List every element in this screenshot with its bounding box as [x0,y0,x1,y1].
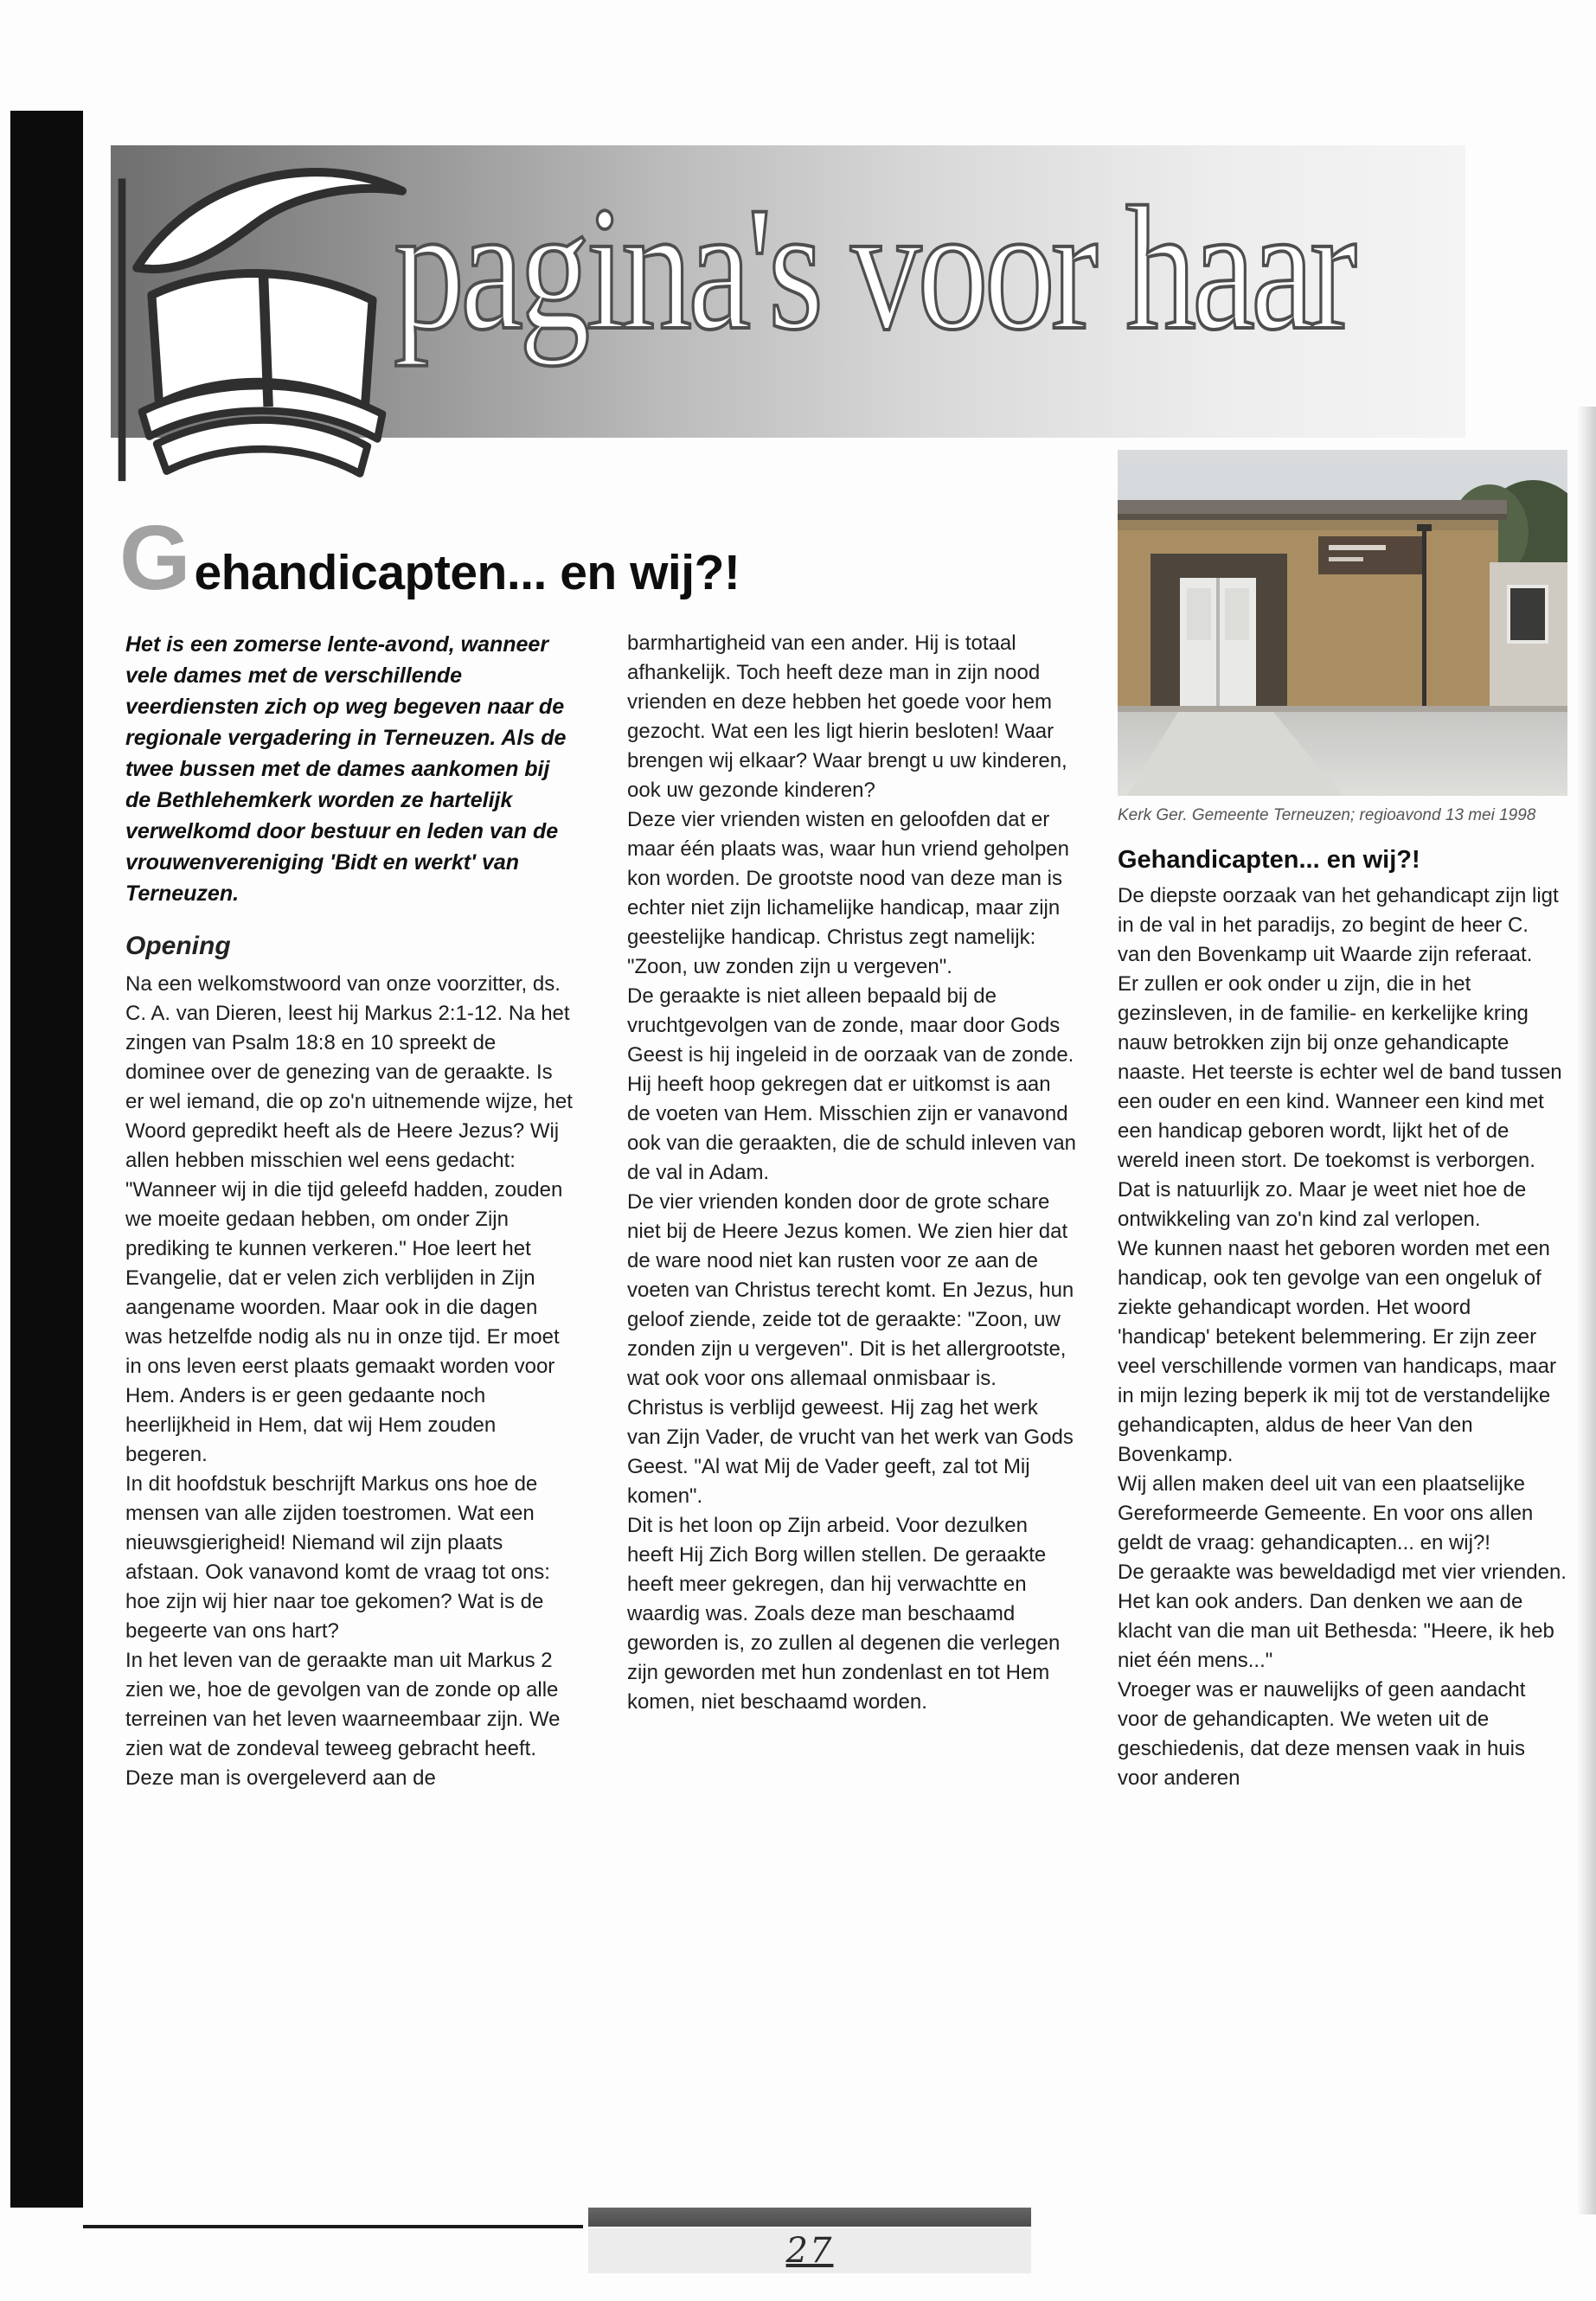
column-middle [627,629,1077,1717]
open-book-logo-icon [102,149,439,521]
footer-line [83,2225,583,2228]
article-title-initial: G [119,507,191,609]
paragraph: barmhartigheid van een ander. Hij is totaal afhankelijk. Toch heeft deze man in zijn nood vrienden en deze hebben het goede voor hem gezocht. Wat een les ligt hierin besloten! Waar brengen wij elkaar? Waar brengt u uw kinderen, ook uw gezonde kinderen? [627,631,1067,802]
column-right [1118,450,1567,1793]
paragraph: Wij allen maken deel uit van een plaatselijke Gereformeerde Gemeente. En voor ons allen geldt de vraag: gehandicapten... en wij?! [1118,1472,1534,1554]
scan-edge-left [10,111,83,2208]
paragraph: Er zullen er ook onder u zijn, die in het gezinsleven, in de familie- en kerkelijke kring nauw betrokken zijn bij onze gehandicapte naaste. Het teerste is echter wel de band tussen een ouder en een kind. Wanneer een kind met een handicap geboren wordt, lijkt het of de wereld ineen stort. De toekomst is verborgen. Dat is natuurlijk zo. Maar je weet niet hoe de ontwikkeling van zo'n kind zal verlopen. [1118,972,1562,1231]
paragraph: De geraakte is niet alleen bepaald bij de vruchtgevolgen van de zonde, maar door Gods Geest is hij ingeleid in de oorzaak van de zonde. Hij heeft hoop gekregen dat er uitkomst is aan de voeten van Hem. Misschien zijn er vanavond ook van die geraakten, die de schuld inleven van de val in Adam. [627,984,1077,1184]
article-title [119,507,740,609]
paragraph: Deze vier vrienden wisten en geloofden dat er maar één plaats was, waar hun vriend geholpen kon worden. De grootste nood van deze man is echter niet zijn lichamelijke handicap, maar zijn geestelijke handicap. Christus zegt namelijk: "Zoon, uw zonden zijn u vergeven". [627,808,1069,978]
photo-caption: Kerk Ger. Gemeente Terneuzen; regioavond 13 mei 1998 [1118,806,1536,824]
church-photo [1118,450,1567,796]
intro-paragraph: Het is een zomerse lente-avond, wanneer vele dames met de verschillende veerdiensten zich op weg begeven naar de regionale vergadering in Terneuzen. Als de twee bussen met de dames aankomen bij de Bethlehemkerk worden ze hartelijk verwelkomd door bestuur en leden van de vrouwenvereniging 'Bidt en werkt' van Terneuzen. [125,632,567,906]
page-number: 27 [785,2231,834,2271]
paragraph: De diepste oorzaak van het gehandicapt zijn ligt in de val in het paradijs, zo begint de heer C. van den Bovenkamp uit Waarde zijn referaat. [1118,884,1559,966]
paragraph: Dit is het loon op Zijn arbeid. Voor dezulken heeft Hij Zich Borg willen stellen. De geraakte heeft meer gekregen, dan hij verwachtte en waardig was. Zoals deze man beschaamd geworden is, zo zullen al degenen die verlegen zijn geworden met hun zondenlast en tot Hem komen, niet beschaamd worden. [627,1514,1061,1714]
section-heading: Gehandicapten... en wij?! [1118,846,1420,874]
paragraph: Vroeger was er nauwelijks of geen aandacht voor de gehandicapten. We weten uit de geschiedenis, dat deze mensen vaak in huis voor anderen [1118,1678,1526,1790]
paragraph: De vier vrienden konden door de grote schare niet bij de Heere Jezus komen. We zien hier dat de ware nood niet kan rusten voor ze aan de voeten van Christus terecht komt. En Jezus, hun geloof ziende, zeide tot de geraakte: "Zoon, uw zonden zijn u vergeven". Dit is het allergrootste, wat ook voor ons allemaal onmisbaar is. Christus is verblijd geweest. Hij zag het werk van Zijn Vader, de vrucht van het werk van Gods Geest. "Al wat Mij de Vader geeft, zal tot Mij komen". [627,1190,1074,1508]
column-left [125,629,575,1793]
banner-title: pagina's voor haar [394,170,1353,367]
paragraph: In het leven van de geraakte man uit Markus 2 zien we, hoe de gevolgen van de zonde op alle terreinen van het leven waarneembaar zijn. We zien wat de zondeval teweeg gebracht heeft. Deze man is overgeleverd aan de [125,1649,561,1790]
footer-bar [588,2208,1031,2227]
page-number-box [588,2228,1031,2273]
paragraph: In dit hoofdstuk beschrijft Markus ons hoe de mensen van alle zijden toestromen. Wat een nieuwsgierigheid! Niemand wil zijn plaats afstaan. Ook vanavond komt de vraag tot ons: hoe zijn wij hier naar toe gekomen? Wat is de begeerte van ons hart? [125,1472,550,1643]
paragraph: De geraakte was beweldadigd met vier vrienden. Het kan ook anders. Dan denken we aan de klacht van die man uit Bethesda: "Heere, ik heb niet één mens..." [1118,1561,1567,1672]
paragraph: We kunnen naast het geboren worden met een handicap, ook ten gevolge van een ongeluk of ziekte gehandicapt worden. Het woord 'handicap' betekent belemmering. Er zijn zeer veel verschillende vormen van handicaps, maar in mijn lezing beperk ik mij tot de verstandelijke gehandicapten, aldus de heer Van den Bovenkamp. [1118,1237,1556,1466]
paragraph: Na een welkomstwoord van onze voorzitter, ds. C. A. van Dieren, leest hij Markus 2:1-12. Na het zingen van Psalm 18:8 en 10 spreekt de dominee over de genezing van de geraakte. Is er wel iemand, die op zo'n uitnemende wijze, het Woord gepredikt heeft als de Heere Jezus? Wij allen hebben misschien wel eens gedacht: "Wanneer wij in die tijd geleefd hadden, zouden we moeite gedaan hebben, om onder Zijn prediking te kunnen verkeren." Hoe leert het Evangelie, dat er velen zich verblijden in Zijn aangename woorden. Maar ook in die dagen was hetzelfde nodig als nu in onze tijd. Er moet in ons leven eerst plaats gemaakt worden voor Hem. Anders is er geen gedaante noch heerlijkheid in Hem, dat wij Hem zouden begeren. [125,972,573,1466]
article-title-text: ehandicapten... en wij?! [194,545,740,600]
scan-edge-right [1577,407,1596,2214]
opening-heading: Opening [125,932,231,960]
